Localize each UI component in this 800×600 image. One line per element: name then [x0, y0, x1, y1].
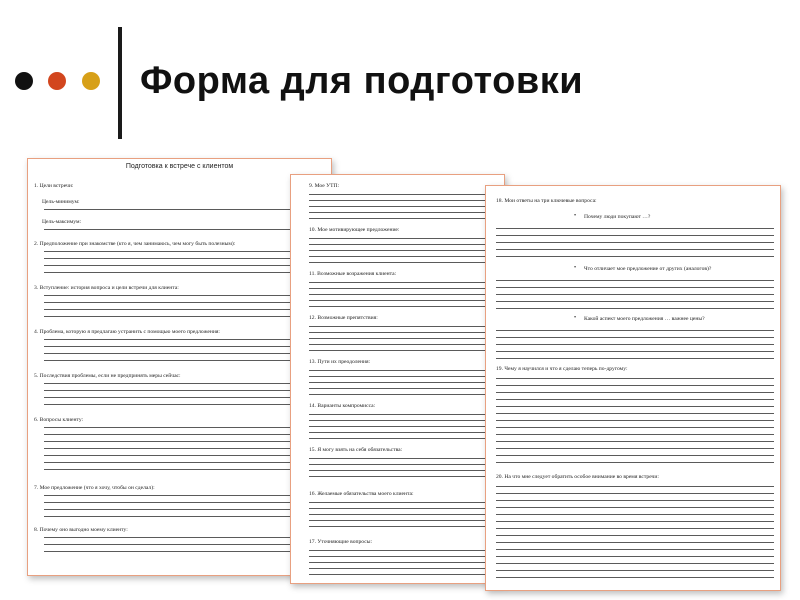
- answer-line[interactable]: [496, 330, 774, 331]
- answer-line[interactable]: [496, 448, 774, 449]
- question-label: 9. Мое УТП:: [309, 183, 340, 189]
- form-page-2: [290, 174, 505, 584]
- answer-line[interactable]: [496, 235, 774, 236]
- answer-line[interactable]: [496, 441, 774, 442]
- answer-line[interactable]: [496, 308, 774, 309]
- answer-line[interactable]: [309, 300, 499, 301]
- answer-line[interactable]: [44, 309, 324, 310]
- answer-line[interactable]: [309, 288, 499, 289]
- answer-line[interactable]: [309, 394, 499, 395]
- bullet-icon: •: [574, 213, 577, 219]
- answer-line[interactable]: [496, 378, 774, 379]
- question-label: 15. Я могу взять на себя обязательства:: [309, 447, 403, 453]
- answer-line[interactable]: [309, 200, 499, 201]
- answer-line[interactable]: [44, 272, 324, 273]
- answer-line[interactable]: [496, 577, 774, 578]
- answer-line[interactable]: [309, 256, 499, 257]
- answer-line[interactable]: [309, 244, 499, 245]
- answer-line[interactable]: [496, 228, 774, 229]
- answer-line[interactable]: [496, 486, 774, 487]
- answer-line[interactable]: [309, 420, 499, 421]
- answer-line[interactable]: [496, 493, 774, 494]
- answer-line[interactable]: [309, 350, 499, 351]
- question-label: 20. На что мне следует обратить особое внимание во время встречи:: [496, 474, 659, 480]
- answer-line[interactable]: [496, 351, 774, 352]
- answer-line[interactable]: [496, 385, 774, 386]
- answer-line[interactable]: [496, 528, 774, 529]
- answer-line[interactable]: [496, 535, 774, 536]
- question-label: Цель-максимум:: [42, 219, 82, 225]
- question-label: 17. Уточняющие вопросы:: [309, 539, 373, 545]
- question-label: Что отличает мое предложение от других (аналогов)?: [584, 266, 712, 272]
- answer-line[interactable]: [44, 265, 324, 266]
- answer-line[interactable]: [44, 462, 324, 463]
- answer-line[interactable]: [44, 544, 324, 545]
- answer-line[interactable]: [496, 399, 774, 400]
- title-divider: [118, 27, 122, 139]
- answer-line[interactable]: [309, 326, 499, 327]
- answer-line[interactable]: [44, 346, 324, 347]
- answer-line[interactable]: [496, 406, 774, 407]
- question-label: 1. Цели встречи:: [34, 183, 74, 189]
- answer-line[interactable]: [496, 420, 774, 421]
- answer-line[interactable]: [496, 455, 774, 456]
- form-page-3: [485, 185, 781, 591]
- question-label: 18. Мои ответы на три ключевые вопроса:: [496, 198, 597, 204]
- question-label: 19. Чему я научился и что я сделаю теперь по-другому:: [496, 366, 628, 372]
- answer-line[interactable]: [44, 448, 324, 449]
- answer-line[interactable]: [44, 434, 324, 435]
- answer-line[interactable]: [44, 302, 324, 303]
- answer-line[interactable]: [309, 194, 499, 195]
- form-page-1: [27, 158, 332, 576]
- question-label: 7. Мое предложение (что я хочу, чтобы он сделал):: [34, 485, 155, 491]
- answer-line[interactable]: [309, 250, 499, 251]
- answer-line[interactable]: [496, 427, 774, 428]
- answer-line[interactable]: [309, 382, 499, 383]
- answer-line[interactable]: [309, 338, 499, 339]
- question-label: Цель-минимум:: [42, 199, 80, 205]
- answer-line[interactable]: [496, 392, 774, 393]
- answer-line[interactable]: [309, 568, 499, 569]
- question-label: 5. Последствия проблемы, если не предпринять меры сейчас:: [34, 373, 181, 379]
- answer-line[interactable]: [44, 209, 324, 210]
- answer-line[interactable]: [496, 287, 774, 288]
- answer-line[interactable]: [309, 370, 499, 371]
- answer-line[interactable]: [44, 427, 324, 428]
- answer-line[interactable]: [309, 502, 499, 503]
- answer-line[interactable]: [496, 563, 774, 564]
- answer-line[interactable]: [309, 344, 499, 345]
- answer-line[interactable]: [309, 206, 499, 207]
- answer-line[interactable]: [44, 353, 324, 354]
- answer-line[interactable]: [496, 358, 774, 359]
- question-label: 14. Варианты компромисса:: [309, 403, 376, 409]
- answer-line[interactable]: [309, 574, 499, 575]
- answer-line[interactable]: [496, 337, 774, 338]
- answer-line[interactable]: [309, 262, 499, 263]
- question-label: 12. Возможные препятствия:: [309, 315, 378, 321]
- answer-line[interactable]: [309, 432, 499, 433]
- answer-line[interactable]: [44, 316, 324, 317]
- bullet-icon: •: [574, 315, 577, 321]
- answer-line[interactable]: [496, 413, 774, 414]
- answer-line[interactable]: [44, 455, 324, 456]
- answer-line[interactable]: [309, 476, 499, 477]
- question-label: 10. Мое мотивирующее предложение:: [309, 227, 400, 233]
- answer-line[interactable]: [309, 282, 499, 283]
- answer-line[interactable]: [496, 249, 774, 250]
- answer-line[interactable]: [44, 360, 324, 361]
- answer-line[interactable]: [309, 218, 499, 219]
- answer-line[interactable]: [496, 500, 774, 501]
- answer-line[interactable]: [44, 551, 324, 552]
- answer-line[interactable]: [309, 464, 499, 465]
- bullet-icon: •: [574, 265, 577, 271]
- answer-line[interactable]: [44, 383, 324, 384]
- answer-line[interactable]: [309, 426, 499, 427]
- answer-line[interactable]: [309, 294, 499, 295]
- answer-line[interactable]: [309, 520, 499, 521]
- answer-line[interactable]: [309, 306, 499, 307]
- answer-line[interactable]: [309, 332, 499, 333]
- answer-line[interactable]: [309, 438, 499, 439]
- answer-line[interactable]: [44, 509, 324, 510]
- question-label: 3. Вступление: история вопроса и цели встречи для клиента:: [34, 285, 179, 291]
- answer-line[interactable]: [44, 339, 324, 340]
- answer-line[interactable]: [309, 526, 499, 527]
- answer-line[interactable]: [496, 301, 774, 302]
- question-label: 16. Желаемые обязательства моего клиента:: [309, 491, 414, 497]
- answer-line[interactable]: [309, 508, 499, 509]
- question-label: Почему люди покупают …?: [584, 214, 651, 220]
- slide-title: Форма для подготовки: [140, 60, 584, 102]
- answer-line[interactable]: [496, 521, 774, 522]
- answer-line[interactable]: [44, 516, 324, 517]
- bullet-dot-yellow: [82, 72, 100, 90]
- answer-line[interactable]: [44, 258, 324, 259]
- bullet-dot-black: [15, 72, 33, 90]
- answer-line[interactable]: [496, 514, 774, 515]
- answer-line[interactable]: [44, 469, 324, 470]
- answer-line[interactable]: [309, 388, 499, 389]
- question-label: 2. Предположение при знакомстве (кто я, чем занимаюсь, чем могу быть полезным):: [34, 241, 236, 247]
- question-label: 13. Пути их преодоления:: [309, 359, 371, 365]
- answer-line[interactable]: [309, 212, 499, 213]
- question-label: Какой аспект моего предложения … важнее цены?: [584, 316, 705, 322]
- answer-line[interactable]: [496, 280, 774, 281]
- answer-line[interactable]: [496, 507, 774, 508]
- answer-line[interactable]: [44, 502, 324, 503]
- answer-line[interactable]: [309, 414, 499, 415]
- answer-line[interactable]: [44, 441, 324, 442]
- answer-line[interactable]: [496, 242, 774, 243]
- answer-line[interactable]: [309, 514, 499, 515]
- answer-line[interactable]: [496, 549, 774, 550]
- question-label: 11. Возможные возражения клиента:: [309, 271, 397, 277]
- answer-line[interactable]: [309, 562, 499, 563]
- answer-line[interactable]: [496, 434, 774, 435]
- answer-line[interactable]: [44, 397, 324, 398]
- answer-line[interactable]: [496, 344, 774, 345]
- answer-line[interactable]: [496, 542, 774, 543]
- answer-line[interactable]: [44, 495, 324, 496]
- answer-line[interactable]: [496, 556, 774, 557]
- answer-line[interactable]: [309, 238, 499, 239]
- answer-line[interactable]: [44, 537, 324, 538]
- form-page-title: Подготовка к встрече с клиентом: [125, 163, 234, 170]
- bullet-dot-red: [48, 72, 66, 90]
- answer-line[interactable]: [309, 556, 499, 557]
- answer-line[interactable]: [309, 376, 499, 377]
- answer-line[interactable]: [496, 256, 774, 257]
- answer-line[interactable]: [496, 462, 774, 463]
- answer-line[interactable]: [496, 570, 774, 571]
- question-label: 8. Почему оно выгодно моему клиенту:: [34, 527, 128, 533]
- answer-line[interactable]: [44, 404, 324, 405]
- question-label: 6. Вопросы клиенту:: [34, 417, 84, 423]
- question-label: 4. Проблема, которую я предлагаю устранить с помощью моего предложения:: [34, 329, 220, 335]
- answer-line[interactable]: [44, 229, 324, 230]
- answer-line[interactable]: [309, 470, 499, 471]
- answer-line[interactable]: [309, 550, 499, 551]
- answer-line[interactable]: [309, 458, 499, 459]
- answer-line[interactable]: [44, 251, 324, 252]
- answer-line[interactable]: [44, 295, 324, 296]
- answer-line[interactable]: [44, 390, 324, 391]
- answer-line[interactable]: [496, 294, 774, 295]
